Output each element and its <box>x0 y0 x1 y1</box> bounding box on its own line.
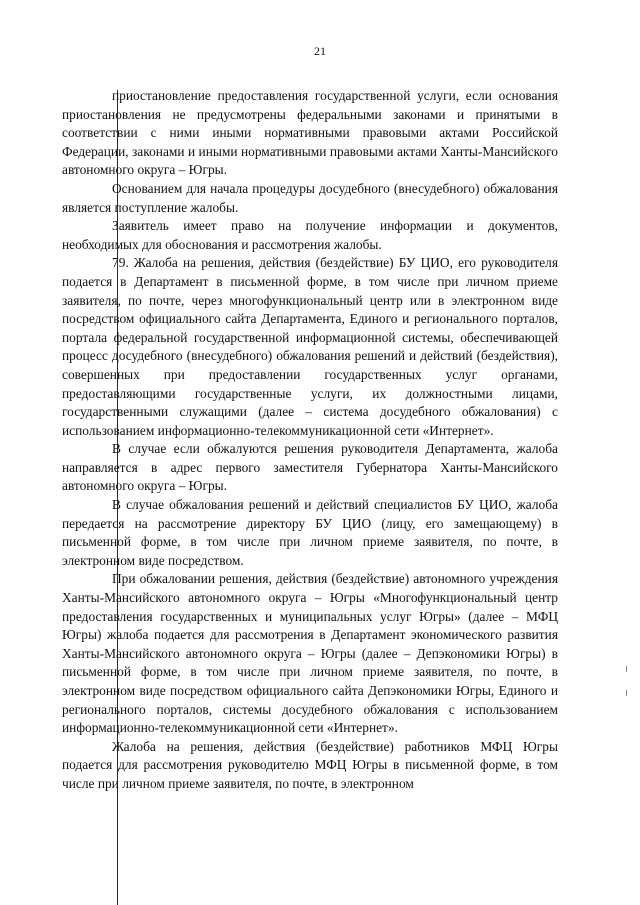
scan-artifact-speck <box>626 690 627 696</box>
paragraph: В случае если обжалуются решения руководителя Департамента, жалоба направляется в адрес первого заместителя Губернатора Ханты-Мансийского автономного округа – Югры. <box>62 441 558 494</box>
page-number: 21 <box>314 44 326 58</box>
paragraph: Основанием для начала процедуры досудебного (внесудебного) обжалования является поступление жалобы. <box>62 180 558 215</box>
paragraph: Жалоба на решения, действия (бездействие) работников МФЦ Югры подается для рассмотрения руководителю МФЦ Югры в письменной форме, в том числе при личном приеме заявителя, по почте, в электронном <box>62 738 558 791</box>
paragraph: 79. Жалоба на решения, действия (бездействие) БУ ЦИО, его руководителя подается в Департамент в письменной форме, в том числе при личном приеме заявителя, по почте, через многофункциональный центр или в электронном виде посредством официального сайта Департамента, Единого и регионального порталов, портала федеральной государственной информационной системы, обеспечивающей процесс досудебного (внесудебного) обжалования решений и действий (бездействия), совершенных при предоставлении государственных услуг органами, предоставляющими государственные услуги, их должностными лицами, государственными служащими (далее – система досудебного обжалования) с использованием информационно-телекоммуникационной сети «Интернет». <box>62 255 558 438</box>
paragraph: При обжаловании решения, действия (бездействие) автономного учреждения Ханты-Мансийского автономного округа – Югры «Многофункциональный центр предоставления государственных и муниципальных услуг Югры» (далее – МФЦ Югры) жалоба подается для рассмотрения в Департамент экономического развития Ханты-Мансийского автономного округа – Югры (далее – Депэкономики Югры) в письменной форме, в том числе при личном приеме заявителя, по почте, в электронном виде посредством официального сайта Депэкономики Югры, Единого и регионального порталов, системы досудебного обжалования с использованием информационно-телекоммуникационной сети «Интернет». <box>62 571 558 736</box>
paragraph: приостановление предоставления государственной услуги, если основания приостановления не предусмотрены федеральными законами и принятыми в соответствии с ними иными нормативными правовыми актами Российской Федерации, законами и иными нормативными правовыми актами Ханты-Мансийского автономного округа – Югры. <box>62 88 558 178</box>
body-text <box>62 87 558 794</box>
paragraph: Заявитель имеет право на получение информации и документов, необходимых для обоснования и рассмотрения жалобы. <box>62 218 558 252</box>
scan-artifact-speck <box>626 666 627 672</box>
paragraph: В случае обжалования решений и действий специалистов БУ ЦИО, жалоба передается на рассмотрение директору БУ ЦИО (лицу, его замещающему) в письменной форме, в том числе при личном приеме заявителя, по почте, в электронном виде посредством. <box>62 497 558 568</box>
